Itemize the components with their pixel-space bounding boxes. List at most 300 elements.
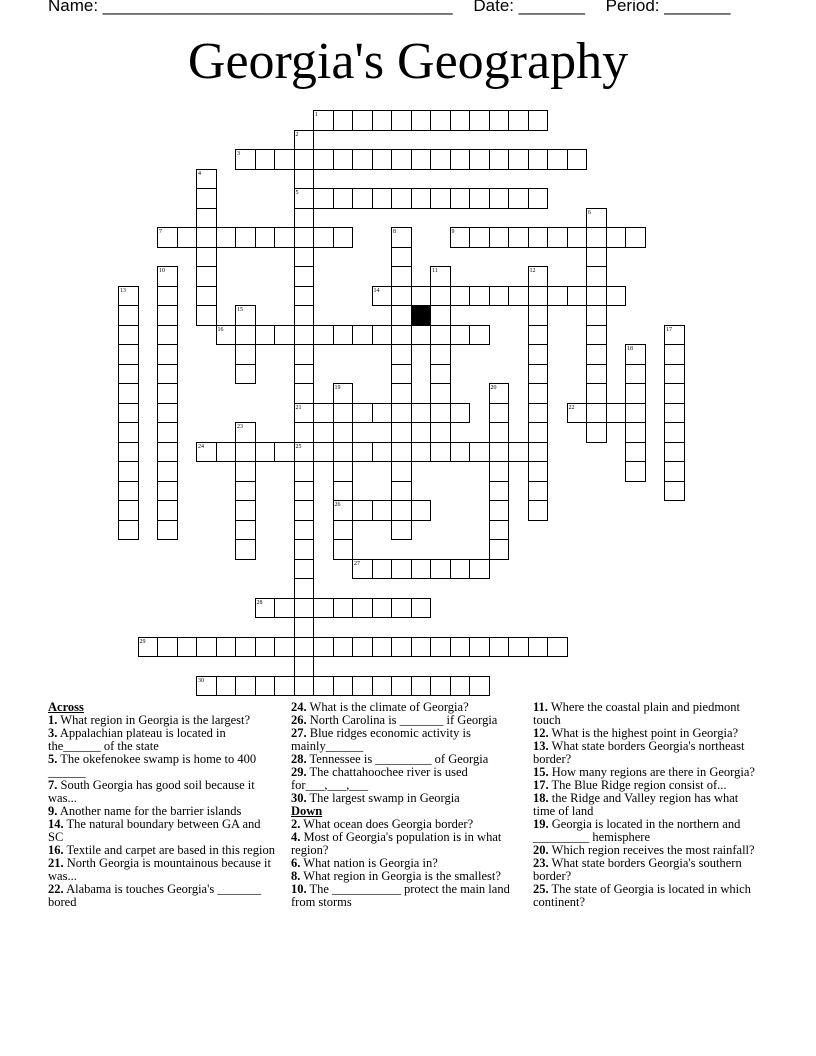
- grid-cell[interactable]: [391, 559, 412, 580]
- grid-cell[interactable]: [313, 637, 334, 658]
- grid-cell[interactable]: [664, 325, 685, 346]
- grid-cell[interactable]: [235, 500, 256, 521]
- grid-cell[interactable]: [489, 227, 510, 248]
- grid-cell[interactable]: [235, 227, 256, 248]
- grid-cell[interactable]: [196, 676, 217, 697]
- grid-cell[interactable]: [450, 559, 471, 580]
- grid-cell[interactable]: [528, 481, 549, 502]
- grid-cell[interactable]: [430, 286, 451, 307]
- grid-cell[interactable]: [333, 520, 354, 541]
- grid-cell[interactable]: [586, 305, 607, 326]
- grid-cell[interactable]: [567, 149, 588, 170]
- grid-cell[interactable]: [313, 110, 334, 131]
- grid-cell[interactable]: [196, 637, 217, 658]
- grid-cell[interactable]: [235, 637, 256, 658]
- grid-cell[interactable]: [255, 676, 276, 697]
- grid-cell[interactable]: [430, 637, 451, 658]
- grid-cell[interactable]: [489, 149, 510, 170]
- grid-cell[interactable]: [118, 383, 139, 404]
- grid-cell[interactable]: [157, 481, 178, 502]
- grid-cell[interactable]: [255, 149, 276, 170]
- grid-cell[interactable]: [528, 383, 549, 404]
- grid-cell[interactable]: [333, 676, 354, 697]
- grid-cell[interactable]: [528, 227, 549, 248]
- grid-cell[interactable]: [216, 227, 237, 248]
- grid-cell[interactable]: [625, 364, 646, 385]
- grid-cell[interactable]: [489, 539, 510, 560]
- grid-cell[interactable]: [118, 344, 139, 365]
- grid-cell[interactable]: [391, 442, 412, 463]
- grid-cell[interactable]: [469, 559, 490, 580]
- grid-cell[interactable]: [586, 364, 607, 385]
- grid-cell[interactable]: [586, 325, 607, 346]
- grid-cell[interactable]: [333, 481, 354, 502]
- grid-cell[interactable]: [528, 266, 549, 287]
- grid-cell[interactable]: [567, 227, 588, 248]
- grid-cell[interactable]: [391, 481, 412, 502]
- grid-cell[interactable]: [118, 520, 139, 541]
- grid-cell[interactable]: [255, 325, 276, 346]
- grid-cell[interactable]: [489, 481, 510, 502]
- grid-cell[interactable]: [157, 461, 178, 482]
- grid-cell[interactable]: [586, 403, 607, 424]
- grid-cell[interactable]: [391, 149, 412, 170]
- grid-cell[interactable]: [294, 227, 315, 248]
- grid-cell[interactable]: [118, 364, 139, 385]
- grid-cell[interactable]: [255, 442, 276, 463]
- grid-cell[interactable]: [372, 676, 393, 697]
- grid-cell[interactable]: [352, 188, 373, 209]
- grid-cell[interactable]: [333, 422, 354, 443]
- grid-cell[interactable]: [313, 325, 334, 346]
- grid-cell[interactable]: [450, 286, 471, 307]
- grid-cell[interactable]: [294, 656, 315, 677]
- grid-cell[interactable]: [255, 637, 276, 658]
- grid-cell[interactable]: [528, 286, 549, 307]
- grid-cell[interactable]: [255, 598, 276, 619]
- grid-cell[interactable]: [294, 286, 315, 307]
- grid-cell[interactable]: [372, 637, 393, 658]
- grid-cell[interactable]: [333, 110, 354, 131]
- grid-cell[interactable]: [489, 500, 510, 521]
- grid-cell[interactable]: [313, 149, 334, 170]
- grid-cell[interactable]: [489, 286, 510, 307]
- grid-cell[interactable]: [235, 539, 256, 560]
- grid-cell[interactable]: [547, 637, 568, 658]
- grid-cell[interactable]: [294, 676, 315, 697]
- grid-cell[interactable]: [625, 422, 646, 443]
- grid-cell[interactable]: [294, 637, 315, 658]
- grid-cell[interactable]: [118, 481, 139, 502]
- grid-cell[interactable]: [157, 403, 178, 424]
- grid-cell[interactable]: [352, 637, 373, 658]
- grid-cell[interactable]: [372, 559, 393, 580]
- grid-cell[interactable]: [489, 188, 510, 209]
- grid-cell[interactable]: [469, 676, 490, 697]
- grid-cell[interactable]: [391, 110, 412, 131]
- grid-cell[interactable]: [430, 383, 451, 404]
- grid-cell[interactable]: [391, 227, 412, 248]
- grid-cell[interactable]: [391, 286, 412, 307]
- grid-cell[interactable]: [196, 169, 217, 190]
- grid-cell[interactable]: [333, 325, 354, 346]
- grid-cell[interactable]: [294, 305, 315, 326]
- grid-cell[interactable]: [333, 149, 354, 170]
- grid-cell[interactable]: [372, 500, 393, 521]
- grid-cell[interactable]: [313, 598, 334, 619]
- grid-cell[interactable]: [352, 325, 373, 346]
- grid-cell[interactable]: [333, 188, 354, 209]
- grid-cell[interactable]: [430, 422, 451, 443]
- grid-cell[interactable]: [157, 266, 178, 287]
- grid-cell[interactable]: [508, 442, 529, 463]
- grid-cell[interactable]: [196, 208, 217, 229]
- grid-cell[interactable]: [157, 383, 178, 404]
- grid-cell[interactable]: [274, 227, 295, 248]
- grid-cell[interactable]: [411, 500, 432, 521]
- grid-cell[interactable]: [606, 286, 627, 307]
- grid-cell[interactable]: [294, 578, 315, 599]
- grid-cell[interactable]: [352, 110, 373, 131]
- grid-cell[interactable]: [489, 461, 510, 482]
- grid-cell[interactable]: [489, 422, 510, 443]
- grid-cell[interactable]: [235, 461, 256, 482]
- grid-cell[interactable]: [528, 364, 549, 385]
- grid-cell[interactable]: [352, 598, 373, 619]
- grid-cell[interactable]: [313, 188, 334, 209]
- grid-cell[interactable]: [586, 247, 607, 268]
- grid-cell[interactable]: [177, 637, 198, 658]
- grid-cell[interactable]: [294, 403, 315, 424]
- grid-cell[interactable]: [294, 461, 315, 482]
- grid-cell[interactable]: [118, 286, 139, 307]
- name-field[interactable]: Name: _____________________________________: [48, 0, 453, 15]
- grid-cell[interactable]: [352, 442, 373, 463]
- grid-cell[interactable]: [274, 637, 295, 658]
- grid-cell[interactable]: [391, 520, 412, 541]
- grid-cell[interactable]: [391, 422, 412, 443]
- grid-cell[interactable]: [450, 403, 471, 424]
- grid-cell[interactable]: [196, 305, 217, 326]
- grid-cell[interactable]: [294, 500, 315, 521]
- grid-cell[interactable]: [606, 227, 627, 248]
- grid-cell[interactable]: [352, 559, 373, 580]
- grid-cell[interactable]: [528, 500, 549, 521]
- grid-cell[interactable]: [235, 442, 256, 463]
- grid-cell[interactable]: [118, 442, 139, 463]
- grid-cell[interactable]: [411, 676, 432, 697]
- grid-cell[interactable]: [294, 422, 315, 443]
- grid-cell[interactable]: [352, 149, 373, 170]
- grid-cell[interactable]: [411, 559, 432, 580]
- grid-cell[interactable]: [567, 403, 588, 424]
- grid-cell[interactable]: [586, 286, 607, 307]
- grid-cell[interactable]: [235, 364, 256, 385]
- grid-cell[interactable]: [411, 637, 432, 658]
- grid-cell[interactable]: [469, 442, 490, 463]
- grid-cell[interactable]: [294, 520, 315, 541]
- grid-cell[interactable]: [196, 227, 217, 248]
- grid-cell[interactable]: [352, 676, 373, 697]
- grid-cell[interactable]: [508, 149, 529, 170]
- grid-cell[interactable]: [489, 442, 510, 463]
- grid-cell[interactable]: [547, 227, 568, 248]
- grid-cell[interactable]: [372, 598, 393, 619]
- grid-cell[interactable]: [235, 325, 256, 346]
- grid-cell[interactable]: [294, 208, 315, 229]
- grid-cell[interactable]: [157, 637, 178, 658]
- grid-cell[interactable]: [586, 344, 607, 365]
- grid-cell[interactable]: [391, 676, 412, 697]
- grid-cell[interactable]: [294, 149, 315, 170]
- grid-cell[interactable]: [489, 520, 510, 541]
- grid-cell[interactable]: [469, 286, 490, 307]
- grid-cell[interactable]: [235, 149, 256, 170]
- grid-cell[interactable]: [391, 247, 412, 268]
- grid-cell[interactable]: [372, 403, 393, 424]
- grid-cell[interactable]: [450, 110, 471, 131]
- grid-cell[interactable]: [372, 110, 393, 131]
- grid-cell[interactable]: [469, 325, 490, 346]
- grid-cell[interactable]: [333, 539, 354, 560]
- grid-cell[interactable]: [235, 676, 256, 697]
- grid-cell[interactable]: [391, 266, 412, 287]
- grid-cell[interactable]: [157, 500, 178, 521]
- grid-cell[interactable]: [625, 442, 646, 463]
- grid-cell[interactable]: [352, 403, 373, 424]
- grid-cell[interactable]: [528, 344, 549, 365]
- grid-cell[interactable]: [118, 461, 139, 482]
- grid-cell[interactable]: [625, 403, 646, 424]
- grid-cell[interactable]: [157, 344, 178, 365]
- grid-cell[interactable]: [508, 286, 529, 307]
- grid-cell[interactable]: [157, 364, 178, 385]
- grid-cell[interactable]: [157, 325, 178, 346]
- grid-cell[interactable]: [469, 227, 490, 248]
- grid-cell[interactable]: [625, 461, 646, 482]
- grid-cell[interactable]: [625, 383, 646, 404]
- grid-cell[interactable]: [586, 208, 607, 229]
- grid-cell[interactable]: [196, 188, 217, 209]
- grid-cell[interactable]: [391, 461, 412, 482]
- grid-cell[interactable]: [450, 188, 471, 209]
- grid-cell[interactable]: [235, 520, 256, 541]
- grid-cell[interactable]: [216, 676, 237, 697]
- grid-cell[interactable]: [430, 305, 451, 326]
- grid-cell[interactable]: [430, 266, 451, 287]
- grid-cell[interactable]: [391, 364, 412, 385]
- grid-cell[interactable]: [333, 383, 354, 404]
- grid-cell[interactable]: [157, 422, 178, 443]
- grid-cell[interactable]: [430, 188, 451, 209]
- grid-cell[interactable]: [294, 188, 315, 209]
- grid-cell[interactable]: [528, 325, 549, 346]
- grid-cell[interactable]: [294, 442, 315, 463]
- grid-cell[interactable]: [216, 442, 237, 463]
- grid-cell[interactable]: [118, 325, 139, 346]
- grid-cell[interactable]: [625, 227, 646, 248]
- grid-cell[interactable]: [450, 442, 471, 463]
- grid-cell[interactable]: [235, 481, 256, 502]
- grid-cell[interactable]: [664, 383, 685, 404]
- grid-cell[interactable]: [411, 403, 432, 424]
- grid-cell[interactable]: [430, 442, 451, 463]
- grid-cell[interactable]: [196, 266, 217, 287]
- grid-cell[interactable]: [294, 598, 315, 619]
- grid-cell[interactable]: [528, 110, 549, 131]
- grid-cell[interactable]: [664, 364, 685, 385]
- grid-cell[interactable]: [372, 442, 393, 463]
- grid-cell[interactable]: [294, 344, 315, 365]
- grid-cell[interactable]: [294, 325, 315, 346]
- grid-cell[interactable]: [274, 325, 295, 346]
- grid-cell[interactable]: [469, 149, 490, 170]
- grid-cell[interactable]: [469, 637, 490, 658]
- grid-cell[interactable]: [489, 637, 510, 658]
- grid-cell[interactable]: [118, 305, 139, 326]
- grid-cell[interactable]: [294, 559, 315, 580]
- grid-cell[interactable]: [586, 227, 607, 248]
- grid-cell[interactable]: [157, 286, 178, 307]
- grid-cell[interactable]: [411, 286, 432, 307]
- grid-cell[interactable]: [450, 637, 471, 658]
- date-field[interactable]: Date: _______: [473, 0, 585, 15]
- grid-cell[interactable]: [118, 403, 139, 424]
- grid-cell[interactable]: [391, 403, 412, 424]
- grid-cell[interactable]: [664, 344, 685, 365]
- grid-cell[interactable]: [333, 461, 354, 482]
- grid-cell[interactable]: [430, 364, 451, 385]
- grid-cell[interactable]: [391, 188, 412, 209]
- grid-cell[interactable]: [430, 110, 451, 131]
- grid-cell[interactable]: [528, 422, 549, 443]
- grid-cell[interactable]: [313, 403, 334, 424]
- period-field[interactable]: Period: _______: [605, 0, 731, 15]
- grid-cell[interactable]: [333, 227, 354, 248]
- grid-cell[interactable]: [235, 344, 256, 365]
- grid-cell[interactable]: [157, 305, 178, 326]
- grid-cell[interactable]: [157, 442, 178, 463]
- grid-cell[interactable]: [294, 130, 315, 151]
- grid-cell[interactable]: [313, 442, 334, 463]
- grid-cell[interactable]: [430, 559, 451, 580]
- grid-cell[interactable]: [274, 676, 295, 697]
- grid-cell[interactable]: [118, 500, 139, 521]
- grid-cell[interactable]: [586, 422, 607, 443]
- grid-cell[interactable]: [547, 149, 568, 170]
- grid-cell[interactable]: [196, 247, 217, 268]
- grid-cell[interactable]: [469, 110, 490, 131]
- grid-cell[interactable]: [489, 403, 510, 424]
- grid-cell[interactable]: [547, 286, 568, 307]
- grid-cell[interactable]: [118, 422, 139, 443]
- grid-cell[interactable]: [430, 344, 451, 365]
- grid-cell[interactable]: [294, 539, 315, 560]
- grid-cell[interactable]: [235, 305, 256, 326]
- grid-cell[interactable]: [372, 149, 393, 170]
- grid-cell[interactable]: [508, 227, 529, 248]
- grid-cell[interactable]: [274, 149, 295, 170]
- grid-cell[interactable]: [313, 227, 334, 248]
- grid-cell[interactable]: [664, 442, 685, 463]
- grid-cell[interactable]: [391, 637, 412, 658]
- grid-cell[interactable]: [138, 637, 159, 658]
- grid-cell[interactable]: [528, 637, 549, 658]
- grid-cell[interactable]: [606, 403, 627, 424]
- grid-cell[interactable]: [450, 149, 471, 170]
- grid-cell[interactable]: [430, 676, 451, 697]
- grid-cell[interactable]: [333, 500, 354, 521]
- grid-cell[interactable]: [391, 383, 412, 404]
- grid-cell[interactable]: [391, 500, 412, 521]
- grid-cell[interactable]: [469, 188, 490, 209]
- grid-cell[interactable]: [294, 383, 315, 404]
- grid-cell[interactable]: [430, 149, 451, 170]
- grid-cell[interactable]: [372, 325, 393, 346]
- grid-cell[interactable]: [294, 364, 315, 385]
- grid-cell[interactable]: [196, 442, 217, 463]
- grid-cell[interactable]: [391, 305, 412, 326]
- grid-cell[interactable]: [294, 266, 315, 287]
- grid-cell[interactable]: [372, 286, 393, 307]
- grid-cell[interactable]: [567, 286, 588, 307]
- grid-cell[interactable]: [177, 227, 198, 248]
- grid-cell[interactable]: [430, 325, 451, 346]
- grid-cell[interactable]: [274, 442, 295, 463]
- grid-cell[interactable]: [391, 344, 412, 365]
- grid-cell[interactable]: [333, 442, 354, 463]
- grid-cell[interactable]: [216, 325, 237, 346]
- grid-cell[interactable]: [294, 247, 315, 268]
- grid-cell[interactable]: [586, 383, 607, 404]
- grid-cell[interactable]: [625, 344, 646, 365]
- grid-cell[interactable]: [313, 676, 334, 697]
- grid-cell[interactable]: [411, 149, 432, 170]
- grid-cell[interactable]: [196, 286, 217, 307]
- grid-cell[interactable]: [450, 676, 471, 697]
- grid-cell[interactable]: [528, 461, 549, 482]
- grid-cell[interactable]: [157, 227, 178, 248]
- grid-cell[interactable]: [664, 403, 685, 424]
- grid-cell[interactable]: [294, 169, 315, 190]
- grid-cell[interactable]: [294, 617, 315, 638]
- grid-cell[interactable]: [333, 403, 354, 424]
- grid-cell[interactable]: [372, 188, 393, 209]
- grid-cell[interactable]: [430, 403, 451, 424]
- grid-cell[interactable]: [528, 442, 549, 463]
- grid-cell[interactable]: [352, 500, 373, 521]
- grid-cell[interactable]: [216, 637, 237, 658]
- grid-cell[interactable]: [489, 110, 510, 131]
- grid-cell[interactable]: [411, 442, 432, 463]
- grid-cell[interactable]: [586, 266, 607, 287]
- grid-cell[interactable]: [450, 325, 471, 346]
- grid-cell[interactable]: [528, 149, 549, 170]
- grid-cell[interactable]: [391, 325, 412, 346]
- grid-cell[interactable]: [411, 598, 432, 619]
- grid-cell[interactable]: [255, 227, 276, 248]
- grid-cell[interactable]: [157, 520, 178, 541]
- grid-cell[interactable]: [450, 227, 471, 248]
- grid-cell[interactable]: [411, 110, 432, 131]
- grid-cell[interactable]: [664, 481, 685, 502]
- grid-cell[interactable]: [411, 325, 432, 346]
- grid-cell[interactable]: [391, 598, 412, 619]
- grid-cell[interactable]: [333, 637, 354, 658]
- grid-cell[interactable]: [333, 598, 354, 619]
- grid-cell[interactable]: [294, 481, 315, 502]
- grid-cell[interactable]: [528, 305, 549, 326]
